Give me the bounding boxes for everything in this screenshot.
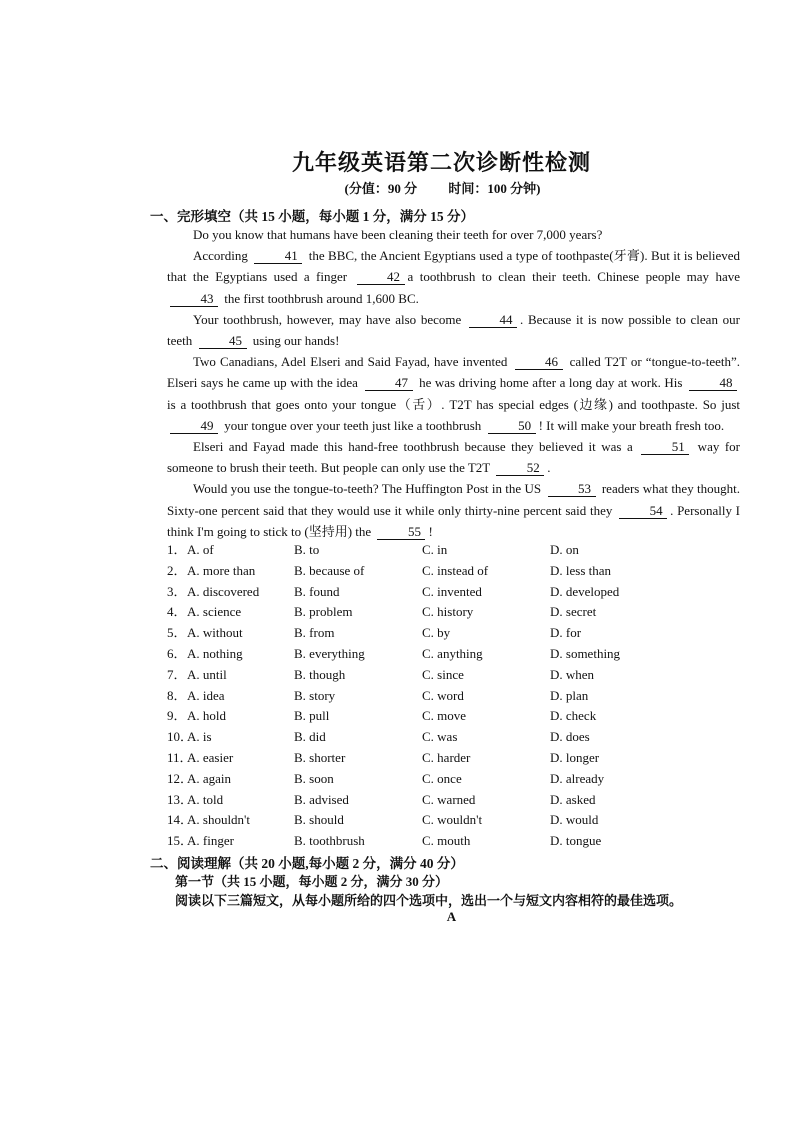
question-number: 11． <box>167 749 193 765</box>
passage-text: the first toothbrush around 1,600 BC. <box>221 290 419 306</box>
option-row <box>167 748 740 769</box>
option-d: D. longer <box>550 749 600 765</box>
question-number: 7． <box>167 666 187 682</box>
passage-text: your tongue over your teeth just like a toothbrush <box>221 417 485 433</box>
option-c: C. wouldn't <box>422 812 483 828</box>
option-c: C. once <box>422 770 462 786</box>
option-c: C. mouth <box>422 833 471 849</box>
option-row <box>167 790 740 811</box>
option-d: D. asked <box>550 791 596 807</box>
blank-number: 54 <box>619 503 667 519</box>
blank-number: 51 <box>641 439 689 455</box>
option-d: D. would <box>550 812 599 828</box>
blank-number: 49 <box>170 418 218 434</box>
option-d: D. something <box>550 645 621 661</box>
option-row <box>167 582 740 603</box>
passage-text: he was driving home after a long day at work. His <box>415 375 686 391</box>
option-b: B. to <box>294 542 320 557</box>
option-c: C. by <box>422 625 451 641</box>
option-d: D. already <box>550 770 605 786</box>
passage-text: readers what they thought. Sixty-one percent said that they would use it while only thirty-nine percent said they <box>167 481 741 518</box>
question-number: 5． <box>167 625 187 641</box>
option-b: B. advised <box>294 791 349 807</box>
option-b: B. pull <box>294 708 330 724</box>
section2-part1-heading: 第一节（共 15 小题，每小题 2 分，满分 30 分） <box>175 874 449 889</box>
passage-paragraph <box>167 351 740 436</box>
blank-number: 43 <box>170 291 218 307</box>
blank-number: 47 <box>365 375 413 391</box>
question-number: 3． <box>167 583 187 599</box>
passage-text: According <box>193 248 252 264</box>
option-b: B. found <box>294 583 340 599</box>
option-b: B. story <box>294 687 336 703</box>
cloze-options <box>167 540 740 852</box>
option-a: A. again <box>187 770 232 786</box>
option-row <box>167 831 740 852</box>
option-c: C. warned <box>422 791 476 807</box>
blank-number: 42 <box>357 269 405 285</box>
section2-heading: 二、阅读理解（共 20 小题,每小题 2 分，满分 40 分） <box>150 856 464 871</box>
option-a: A. without <box>187 625 243 641</box>
option-d: D. does <box>550 729 590 745</box>
option-row <box>167 810 740 831</box>
passage-text: Do you know that humans have been cleaning their teeth for over 7,000 years? <box>193 227 603 242</box>
option-a: A. easier <box>187 749 234 765</box>
option-c: C. history <box>422 604 474 620</box>
blank-number: 45 <box>199 333 247 349</box>
option-row <box>167 602 740 623</box>
option-a: A. nothing <box>187 645 243 661</box>
option-b: B. because of <box>294 562 365 578</box>
passage-text: Would you use the tongue-to-teeth? The Huffington Post in the US <box>193 481 545 497</box>
blank-number: 50 <box>488 418 536 434</box>
option-c: C. word <box>422 687 464 703</box>
passage-text: way for someone to brush their teeth. But people can only use the T2T <box>167 439 740 476</box>
option-d: D. check <box>550 708 597 724</box>
question-number: 13． <box>167 791 194 807</box>
option-c: C. was <box>422 729 458 745</box>
option-c: C. anything <box>422 645 483 661</box>
passage-text: a toothbrush to clean their teeth. Chinese people may have <box>407 269 740 285</box>
option-d: D. less than <box>550 562 612 578</box>
option-a: A. finger <box>187 833 234 849</box>
option-row <box>167 686 740 707</box>
option-a: A. of <box>187 542 214 557</box>
option-b: B. from <box>294 625 335 641</box>
option-row <box>167 706 740 727</box>
passage-text: called T2T or “tongue-to-teeth”. Elseri says he came up with the idea <box>167 354 741 391</box>
cloze-passage <box>167 224 740 542</box>
passage-paragraph <box>167 478 740 542</box>
option-c: C. since <box>422 666 464 682</box>
option-b: B. did <box>294 729 326 745</box>
option-c: C. invented <box>422 583 482 599</box>
passage-label: A <box>446 909 457 924</box>
question-number: 2． <box>167 562 187 578</box>
exam-title: 九年级英语第二次诊断性检测 <box>291 150 591 175</box>
option-d: D. when <box>550 666 595 682</box>
blank-number: 55 <box>377 524 425 540</box>
option-a: A. more than <box>187 562 256 578</box>
question-number: 8． <box>167 687 187 703</box>
question-number: 4． <box>167 604 187 620</box>
option-row <box>167 561 740 582</box>
passage-text: Your toothbrush, however, may have also become <box>193 311 467 327</box>
option-a: A. shouldn't <box>187 812 251 828</box>
option-row <box>167 769 740 790</box>
question-number: 1． <box>167 542 187 557</box>
option-a: A. science <box>187 604 242 620</box>
passage-text: Elseri and Fayad made this hand-free toothbrush because they believed it was a <box>193 439 639 455</box>
option-d: D. plan <box>550 687 589 703</box>
option-a: A. is <box>187 729 212 745</box>
option-a: A. hold <box>187 708 226 724</box>
exam-subtitle <box>0 178 793 197</box>
passage-text: using our hands! <box>249 333 340 349</box>
option-b: B. shorter <box>294 749 346 765</box>
passage-text: Two Canadians, Adel Elseri and Said Fayad, have invented <box>193 354 512 370</box>
option-b: B. toothbrush <box>294 833 365 849</box>
question-number: 14． <box>167 812 194 828</box>
passage-paragraph <box>167 309 740 351</box>
option-row <box>167 623 740 644</box>
blank-number: 53 <box>548 481 596 497</box>
passage-text: . Because it is now possible to clean our teeth <box>167 311 740 349</box>
question-number: 12． <box>167 770 194 786</box>
blank-number: 48 <box>689 375 737 391</box>
option-b: B. problem <box>294 604 353 620</box>
section1-heading: 一、完形填空（共 15 小题，每小题 1 分，满分 15 分） <box>150 209 474 224</box>
time-info: 时间：100 分钟) <box>448 181 541 196</box>
option-d: D. tongue <box>550 833 602 849</box>
passage-text: . <box>547 460 551 476</box>
option-b: B. should <box>294 812 344 828</box>
option-row <box>167 644 740 665</box>
section2-instruction: 阅读以下三篇短文，从每小题所给的四个选项中，选出一个与短文内容相符的最佳选项。 <box>175 893 683 908</box>
option-row <box>167 727 740 748</box>
option-a: A. told <box>187 791 224 807</box>
option-b: B. though <box>294 666 346 682</box>
option-d: D. developed <box>550 583 620 599</box>
option-c: C. move <box>422 708 467 724</box>
blank-number: 46 <box>515 354 563 370</box>
option-row <box>167 665 740 686</box>
option-a: A. idea <box>187 687 225 703</box>
option-d: D. on <box>550 542 579 557</box>
option-c: C. instead of <box>422 562 489 578</box>
question-number: 9． <box>167 708 187 724</box>
passage-text: is a toothbrush that goes onto your tongue（舌）. T2T has special edges (边缘) and toothpaste. So just <box>167 396 740 412</box>
question-number: 10． <box>167 729 194 745</box>
passage-text: the BBC, the Ancient Egyptians used a type of toothpaste(牙膏). But it is believed that the Egyptians used a finger <box>167 248 740 285</box>
question-number: 6． <box>167 645 187 661</box>
blank-number: 52 <box>496 460 544 476</box>
option-b: B. soon <box>294 770 334 786</box>
passage-paragraph <box>167 224 740 245</box>
passage-paragraph <box>167 436 740 478</box>
passage-text: . Personally I think I'm going to stick to (坚持用) the <box>167 502 740 539</box>
passage-text: ! <box>428 523 433 539</box>
option-row <box>167 540 740 561</box>
option-d: D. secret <box>550 604 597 620</box>
option-c: C. in <box>422 542 448 557</box>
option-c: C. harder <box>422 749 471 765</box>
option-d: D. for <box>550 625 582 641</box>
option-a: A. until <box>187 666 227 682</box>
score-info: (分值：90 分 <box>344 181 418 196</box>
passage-text: ! It will make your breath fresh too. <box>538 417 725 433</box>
blank-number: 41 <box>254 248 302 264</box>
option-a: A. discovered <box>187 583 260 599</box>
blank-number: 44 <box>469 312 517 328</box>
option-b: B. everything <box>294 645 365 661</box>
question-number: 15． <box>167 833 194 849</box>
passage-paragraph <box>167 245 740 309</box>
